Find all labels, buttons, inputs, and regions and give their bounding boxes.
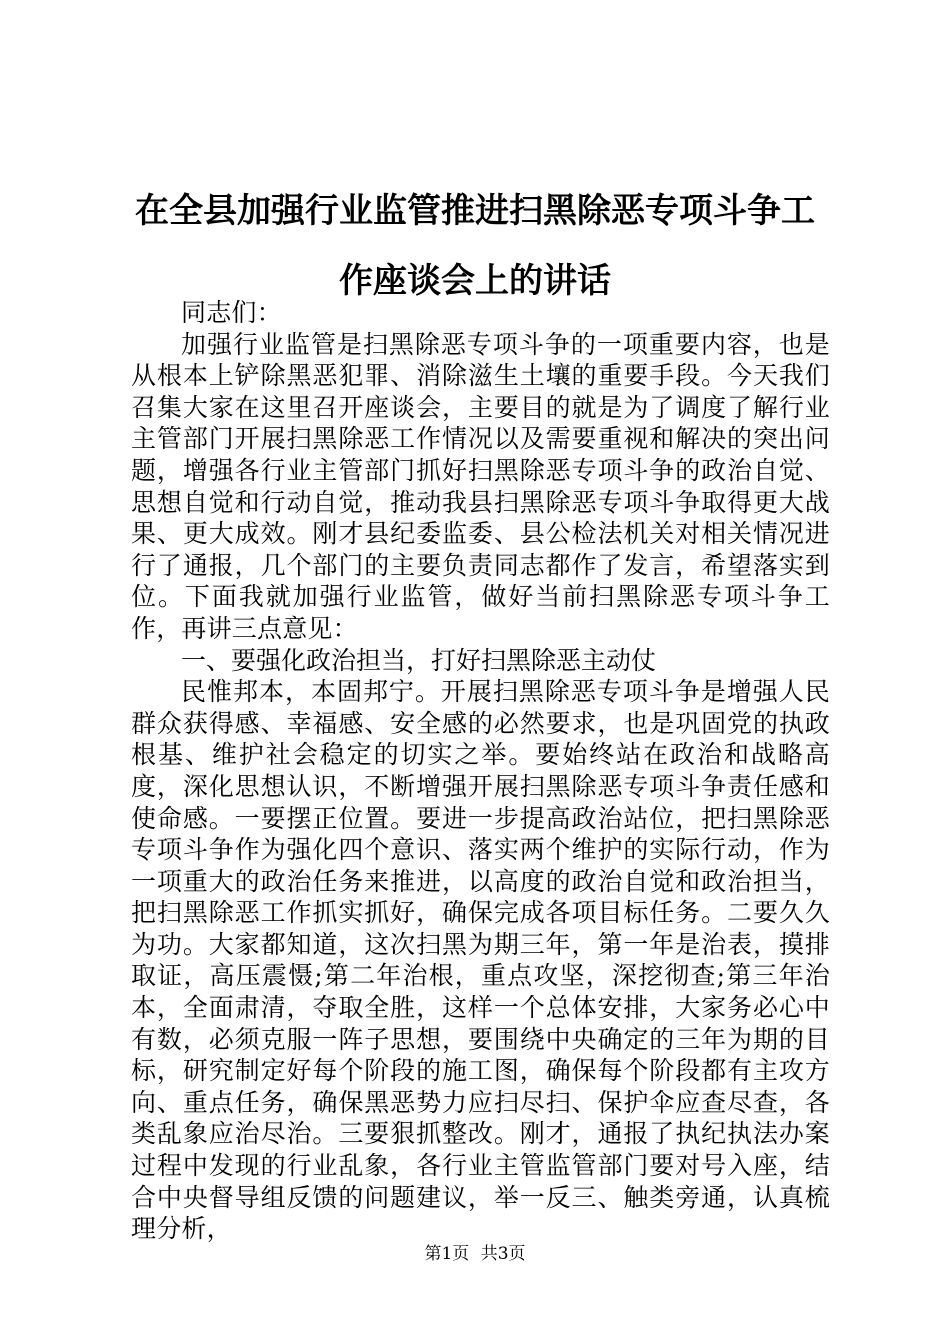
section-1-paragraph: 民惟邦本，本固邦宁。开展扫黑除恶专项斗争是增强人民群众获得感、幸福感、安全感的必然要求，也是巩固党的执政根基、维护社会稳定的切实之举。要始终站在政治和战略高度，深化思想认识，不断增强开展扫黑除恶专项斗争责任感和使命感。一要摆正位置。要进一步提高政治站位，把扫黑除恶专项斗争作为强化四个意识、落实两个维护的实际行动，作为一项重大的政治任务来推进，以高度的政治自觉和政治担当，把扫黑除恶工作抓实抓好，确保完成各项目标任务。二要久久为功。大家都知道，这次扫黑为期三年，第一年是治表，摸排取证，高压震慑;第二年治根，重点攻坚，深挖彻查;第三年治本，全面肃清，夺取全胜，这样一个总体安排，大家务必心中有数，必须克服一阵子思想，要围绕中央确定的三年为期的目标，研究制定好每个阶段的施工图，确保每个阶段都有主攻方向、重点任务，确保黑恶势力应扫尽扫、保护伞应查尽查，各类乱象应治尽治。三要狠抓整改。刚才，通报了执纪执法办案过程中发现的行业乱象，各行业主管监管部门要对号入座，结合中央督导组反馈的问题建议，举一反三、触类旁通，认真梳理分析， [131,677,830,1244]
page-footer [0,1244,950,1264]
document-title: 在全县加强行业监管推进扫黑除恶专项斗争工作座谈会上的讲话 [135,191,815,301]
document-body [131,297,830,1245]
page-number: 第1页 [424,1244,470,1264]
section-heading-1: 一、要强化政治担当，打好扫黑除恶主动仗 [181,645,657,675]
page-total: 共3页 [480,1244,526,1264]
salutation: 同志们： [181,298,282,327]
intro-paragraph: 加强行业监管是扫黑除恶专项斗争的一项重要内容，也是从根本上铲除黑恶犯罪、消除滋生土壤的重要手段。今天我们召集大家在这里召开座谈会，主要目的就是为了调度了解行业主管部门开展扫黑除恶工作情况以及需要重视和解决的突出问题，增强各行业主管部门抓好扫黑除恶专项斗争的政治自觉、思想自觉和行动自觉，推动我县扫黑除恶专项斗争取得更大战果、更大成效。刚才县纪委监委、县公检法机关对相关情况进行了通报，几个部门的主要负责同志都作了发言，希望落实到位。下面我就加强行业监管，做好当前扫黑除恶专项斗争工作，再讲三点意见： [131,329,830,643]
